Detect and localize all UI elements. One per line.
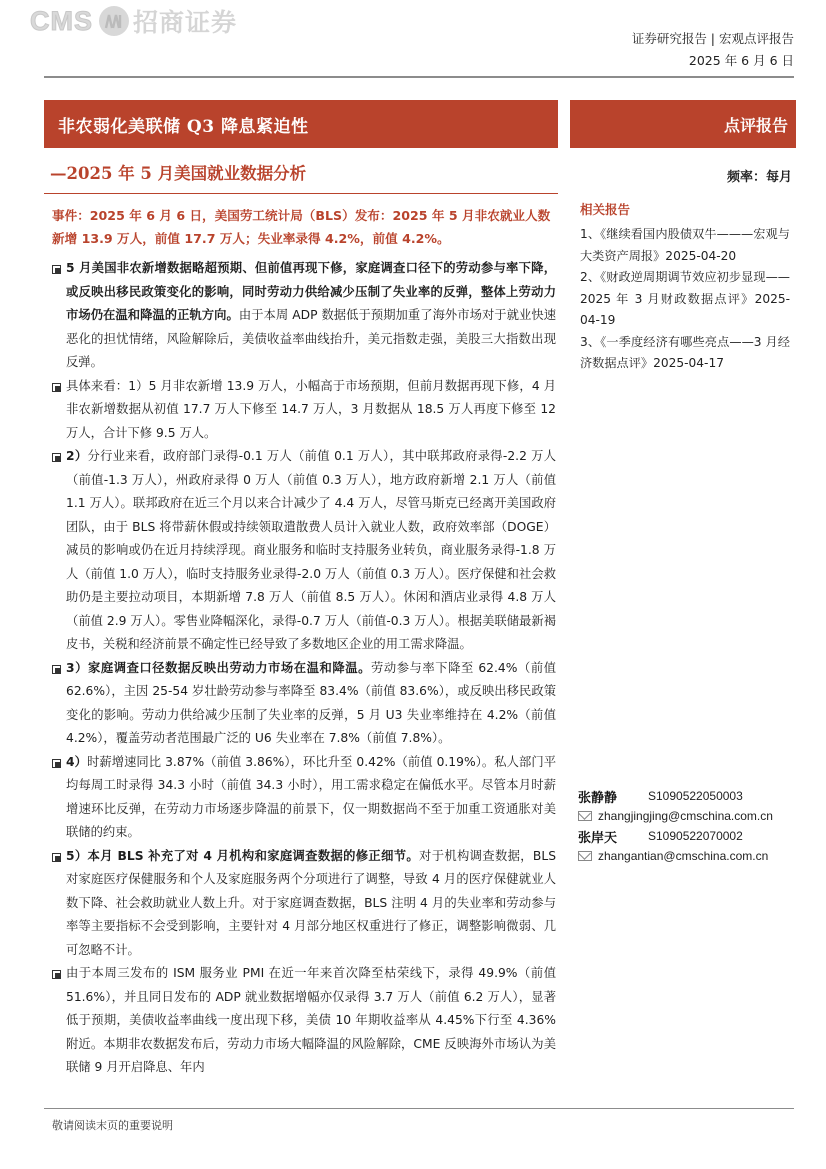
bullet-icon — [52, 970, 61, 979]
logo-emblem-icon — [99, 6, 129, 36]
bullet-icon — [52, 853, 61, 862]
frequency-label: 频率：每月 — [726, 170, 792, 185]
related-reports — [580, 200, 790, 375]
report-type: 证券研究报告 | 宏观点评报告 — [631, 31, 794, 46]
analyst-email-link[interactable]: zhangjingjing@cmschina.com.cn — [598, 809, 773, 823]
paragraph-highlight: 5 月美国非农新增数据略超预期、但前值再现下修，家庭调查口径下的劳动参与率下降，或反映出移民政策变化的影响，同时劳动力供给减少压制了失业率的反弹，整体上劳动力市场仍在温和降温的正轨方向。 — [66, 261, 556, 322]
body-paragraph — [52, 962, 556, 1080]
bullet-icon — [52, 453, 61, 462]
analyst-email-row — [578, 846, 798, 866]
company-logo — [30, 4, 237, 38]
paragraph-text: 对于机构调查数据，BLS 对家庭医疗保健服务和个人及家庭服务两个分项进行了调整，导致 4 月的医疗保健就业人数下降、社会救助就业人数上升。对于家庭调查数据，BLS 注明 4 月的失业率和劳动参与率等主要指标不会受到影响，主要针对 4 月部分地区权重进行了修正，调整影响微弱、几可忽略不计。 — [66, 848, 556, 957]
body-paragraph — [52, 845, 556, 963]
email-icon — [578, 851, 592, 861]
report-category-label: 点评报告 — [570, 100, 796, 148]
paragraph-highlight: 3）家庭调查口径数据反映出劳动力市场在温和降温。 — [66, 660, 371, 675]
analyst-name: 张岸天 — [578, 830, 618, 846]
paragraph-text: 劳动参与率下降至 62.4%（前值 62.6%），主因 25-54 岁壮龄劳动参与率降至 83.4%（前值 83.6%），或反映出移民政策变化的影响。劳动力供给减少压制了失业率的反弹，5 月 U3 失业率维持在 4.2%（前值 4.2%），覆盖劳动者范围最广泛的 U6 失业率在 7.8%（前值 7.8%）。 — [66, 660, 556, 745]
subtitle-divider — [44, 193, 558, 194]
footer-disclaimer: 敬请阅读末页的重要说明 — [52, 1119, 173, 1132]
related-report-link[interactable]: 2、《财政逆周期调节效应初步显现——2025 年 3 月财政数据点评》2025-04-19 — [580, 270, 790, 327]
related-reports-title: 相关报告 — [580, 202, 631, 217]
paragraph-text: 时薪增速同比 3.87%（前值 3.86%），环比升至 0.42%（前值 0.19%）。私人部门平均每周工时录得 34.3 小时（前值 34.3 小时），用工需求稳定在偏低水平。尽管本月时薪增速环比反弹，在劳动力市场逐步降温的前景下，仅一期数据尚不至于加重工资通胀对美联储的约束。 — [66, 754, 556, 839]
logo-chinese: 招商证券 — [133, 8, 238, 37]
analyst-row — [578, 826, 798, 846]
report-subtitle: —2025 年 5 月美国就业数据分析 — [50, 164, 307, 183]
body-paragraph — [52, 751, 556, 845]
bullet-icon — [52, 665, 61, 674]
paragraph-highlight: 2） — [66, 449, 88, 463]
analyst-contacts — [578, 786, 798, 866]
bullet-icon — [52, 383, 61, 392]
analyst-license-id: S1090522070002 — [648, 829, 743, 843]
paragraph-highlight: 4） — [66, 754, 87, 769]
email-icon — [578, 811, 592, 821]
related-report-link[interactable]: 1、《继续看国内股债双牛———宏观与大类资产周报》2025-04-20 — [580, 227, 790, 263]
bullet-icon — [52, 759, 61, 768]
report-meta — [632, 28, 794, 72]
report-body — [52, 257, 556, 1080]
analyst-name: 张静静 — [578, 790, 618, 806]
report-title: 非农弱化美联储 Q3 降息紧迫性 — [44, 100, 558, 148]
analyst-row — [578, 786, 798, 806]
body-paragraph — [52, 257, 556, 375]
body-paragraph — [52, 445, 556, 657]
report-date: 2025 年 6 月 6 日 — [688, 53, 794, 68]
analyst-email-row — [578, 806, 798, 826]
related-report-link[interactable]: 3、《一季度经济有哪些亮点——3 月经济数据点评》2025-04-17 — [580, 334, 790, 370]
event-summary: 事件：2025 年 6 月 6 日，美国劳工统计局（BLS）发布：2025 年 5 月非农就业人数新增 13.9 万人，前值 17.7 万人；失业率录得 4.2%，前值 4.2%。 — [52, 208, 551, 246]
analyst-email-link[interactable]: zhangantian@cmschina.com.cn — [598, 849, 769, 863]
header-divider — [44, 76, 794, 78]
body-paragraph — [52, 375, 556, 446]
paragraph-text: 分行业来看，政府部门录得-0.1 万人（前值 0.1 万人），其中联邦政府录得-2.2 万人（前值-1.3 万人），州政府录得 0 万人（前值 0.3 万人），地方政府新增 2.1 万人（前值 1.1 万人）。联邦政府在近三个月以来合计减少了 4.4 万人，尽管马斯克已经离开美国政府团队，由于 BLS 将带薪休假或持续领取遣散费人员计入就业人数，政府效率部（DOGE）减员的影响或仍在近月持续浮现。商业服务和临时支持服务业转负，商业服务录得-1.8 万人（前值 1.0 万人），临时支持服务业录得-2.0 万人（前值 0.3 万人）。医疗保健和社会救助仍是主要拉动项目，本期新增 7.8 万人（前值 8.5 万人）。休闲和酒店业录得 4.8 万人（前值 2.9 万人）。零售业降幅深化，录得-0.7 万人（前值-0.3 万人）。根据美联储最新褐皮书，关税和经济前景不确定性已经导致了多数地区企业的用工需求降温。 — [66, 449, 557, 651]
footer-divider — [44, 1108, 794, 1109]
bullet-icon — [52, 265, 61, 274]
body-paragraph — [52, 657, 556, 751]
analyst-license-id: S1090522050003 — [648, 789, 743, 803]
paragraph-highlight: 5）本月 BLS 补充了对 4 月机构和家庭调查数据的修正细节。 — [66, 848, 420, 863]
paragraph-text: 由于本周 ADP 数据低于预期加重了海外市场对于就业快速恶化的担忧情绪，风险解除后，美债收益率曲线抬升，美元指数走强，美股三大指数出现反弹。 — [66, 308, 556, 369]
paragraph-text: 由于本周三发布的 ISM 服务业 PMI 在近一年来首次降至枯荣线下，录得 49.9%（前值 51.6%），并且同日发布的 ADP 就业数据增幅亦仅录得 3.7 万人（前值 6.2 万人），显著低于预期，美债收益率曲线一度出现下移，美债 10 年期收益率从 4.45%下行至 4.36%附近。本期非农数据发布后，劳动力市场大幅降温的风险解除，CME 反映海外市场认为美联储 9 月开启降息、年内 — [66, 966, 556, 1074]
logo-latin: CMS — [30, 5, 93, 36]
paragraph-text: 具体来看：1）5 月非农新增 13.9 万人，小幅高于市场预期，但前月数据再现下修，4 月非农新增数据从初值 17.7 万人下修至 14.7 万人，3 月数据从 18.5 万人再度下修至 12 万人，合计下修 9.5 万人。 — [66, 378, 556, 440]
